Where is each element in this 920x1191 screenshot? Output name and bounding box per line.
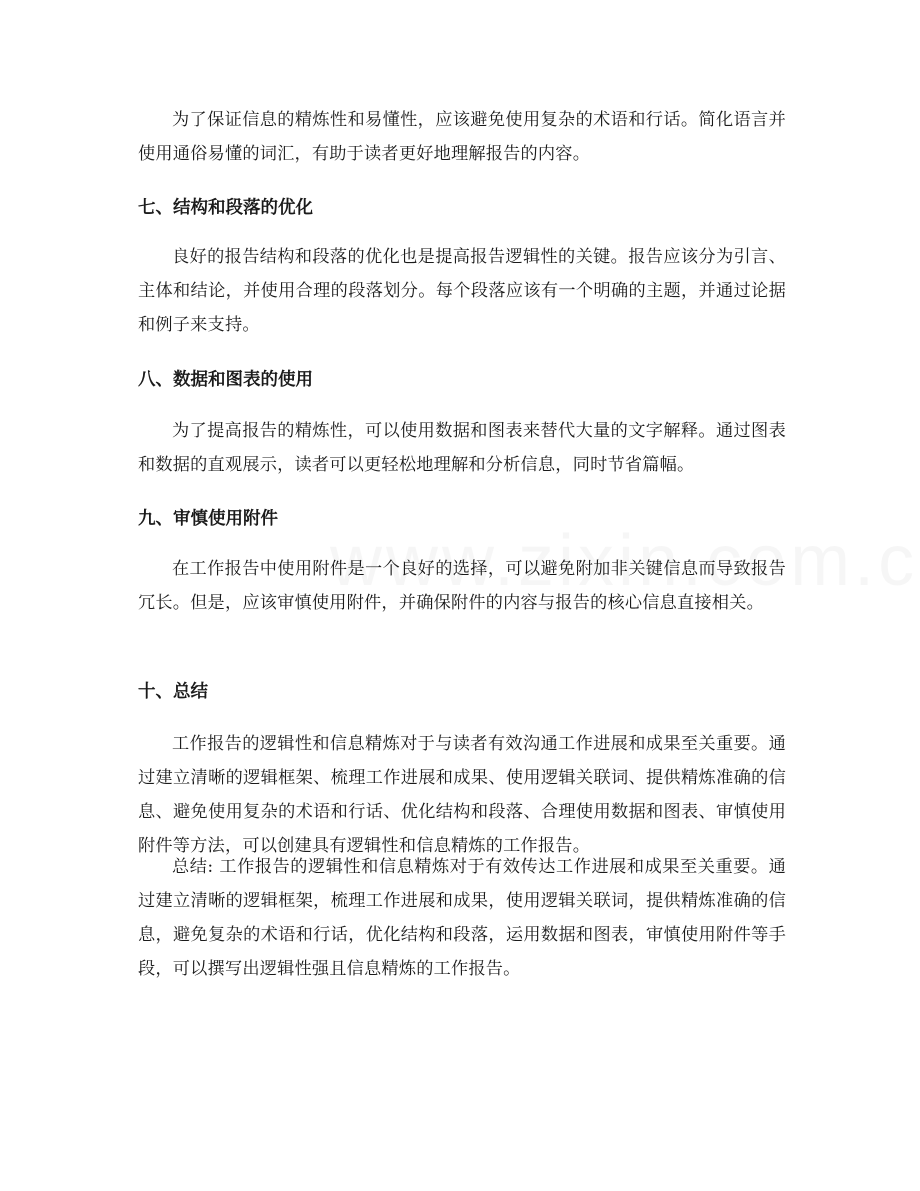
section-10-paragraph: 工作报告的逻辑性和信息精炼对于与读者有效沟通工作进展和成果至关重要。通过建立清晰的逻辑框架、梳理工作进展和成果、使用逻辑关联词、提供精炼准确的信息、避免使用复杂的术语和行话、优化结构和段落、合理使用数据和图表、审慎使用附件等方法，可以创建具有逻辑性和信息精炼的工作报告。	[138, 734, 786, 856]
section-7-paragraph: 良好的报告结构和段落的优化也是提高报告逻辑性的关键。报告应该分为引言、主体和结论，并使用合理的段落划分。每个段落应该有一个明确的主题，并通过论据和例子来支持。	[138, 247, 786, 335]
summary-paragraph: 总结: 工作报告的逻辑性和信息精炼对于有效传达工作进展和成果至关重要。通过建立清晰的逻辑框架，梳理工作进展和成果，使用逻辑关联词，提供精炼准确的信息，避免复杂的术语和行话，优化结构和段落，运用数据和图表，审慎使用附件等手段，可以撰写出逻辑性强且信息精炼的工作报告。	[138, 857, 786, 979]
intro-paragraph: 为了保证信息的精炼性和易懂性，应该避免使用复杂的术语和行话。简化语言并使用通俗易懂的词汇，有助于读者更好地理解报告的内容。	[138, 110, 786, 164]
section-8-heading: 八、数据和图表的使用	[138, 370, 313, 390]
section-9-heading: 九、审慎使用附件	[138, 509, 278, 529]
section-8-paragraph: 为了提高报告的精炼性，可以使用数据和图表来替代大量的文字解释。通过图表和数据的直观展示，读者可以更轻松地理解和分析信息，同时节省篇幅。	[138, 421, 786, 475]
section-9-paragraph: 在工作报告中使用附件是一个良好的选择，可以避免附加非关键信息而导致报告冗长。但是，应该审慎使用附件，并确保附件的内容与报告的核心信息直接相关。	[138, 559, 786, 613]
section-10-heading: 十、总结	[138, 682, 208, 702]
section-7-heading: 七、结构和段落的优化	[138, 198, 313, 218]
